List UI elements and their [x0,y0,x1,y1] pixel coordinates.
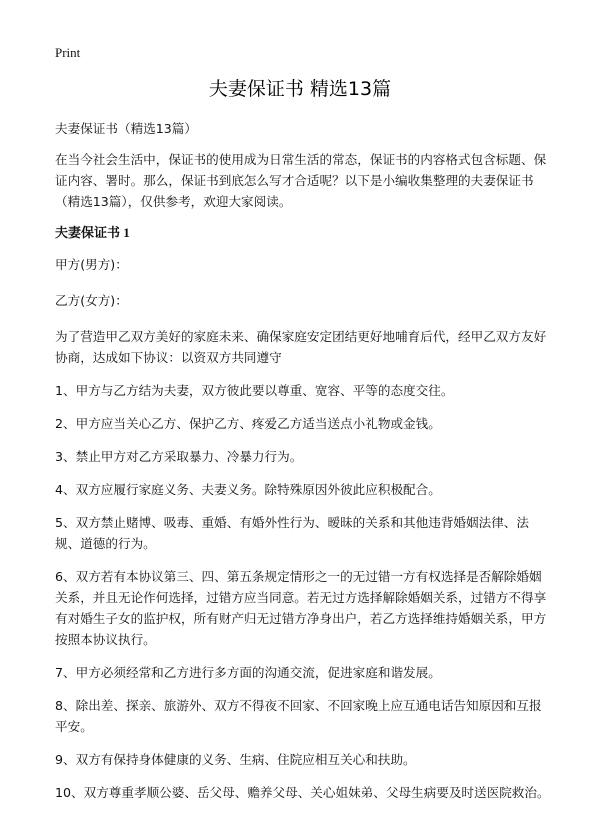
party-b-field: 乙方(女方)： [55,293,128,308]
preamble-paragraph: 为了营造甲乙双方美好的家庭未来、确保家庭安定团结更好地哺育后代，经甲乙双方友好协商，达成如下协议：以资双方共同遵守 [55,329,547,365]
clause-item: 10、双方尊重孝顺公婆、岳父母、赡养父母、关心姐妹弟、父母生病要及时送医院救治。 [55,785,550,800]
section-heading: 夫妻保证书 1 [55,225,130,240]
clause-item: 7、甲方必须经常和乙方进行多方面的沟通交流，促进家庭和谐发展。 [55,665,441,680]
page-title: 夫妻保证书 精选13篇 [208,78,392,100]
party-a-field: 甲方(男方)： [55,257,128,272]
document-subtitle: 夫妻保证书（精选13篇） [55,121,197,136]
clause-item: 4、双方应履行家庭义务、夫妻义务。除特殊原因外彼此应积极配合。 [55,482,441,497]
clause-item: 6、双方若有本协议第三、四、第五条规定情形之一的无过错一方有权选择是否解除婚姻关系，并且无论作何选择，过错方应当同意。若无过方选择解除婚姻关系，过错方不得享有对婚生子女的监护权，所有财产归无过错方净身出户，若乙方选择维持婚姻关系，甲方按照本协议执行。 [55,569,547,647]
clause-item: 5、双方禁止赌博、吸毒、重婚、有婚外性行为、暧昧的关系和其他违背婚姻法律、法规、道德的行为。 [55,515,529,551]
clause-item: 2、甲方应当关心乙方、保护乙方、疼爱乙方适当送点小礼物或金钱。 [55,416,441,431]
clause-item: 8、除出差、探亲、旅游外、双方不得夜不回家、不回家晚上应互通电话告知原因和互报平安。 [55,698,542,734]
clause-item: 1、甲方与乙方结为夫妻，双方彼此要以尊重、宽容、平等的态度交往。 [55,383,454,398]
clause-item: 9、双方有保持身体健康的义务、生病、住院应相互关心和扶助。 [55,752,416,767]
clause-item: 3、禁止甲方对乙方采取暴力、冷暴力行为。 [55,449,303,464]
document-body [55,118,550,815]
intro-paragraph: 在当今社会生活中，保证书的使用成为日常生活的常态，保证书的内容格式包含标题、保证内容、署时。那么，保证书到底怎么写才合适呢？以下是小编收集整理的夫妻保证书（精选13篇），仅供参考，欢迎大家阅读。 [55,152,547,209]
print-link[interactable]: Print [55,45,81,60]
